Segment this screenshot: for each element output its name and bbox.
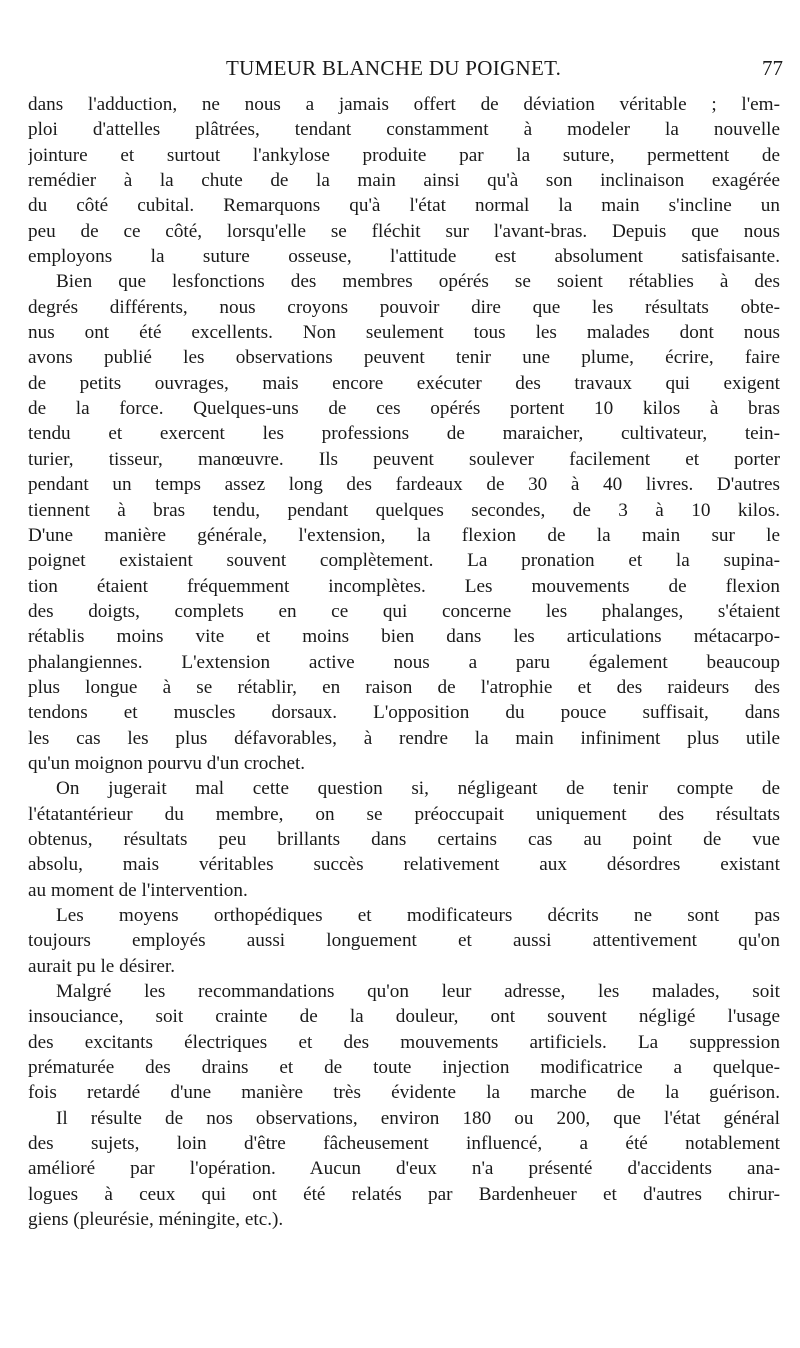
text-line: turier, tisseur, manœuvre. Ils peuvent soulever facilement et porter [28, 448, 780, 470]
text-line: On jugerait mal cette question si, négligeant de tenir compte de [56, 778, 780, 800]
text-line: jointure et surtout l'ankylose produite par la suture, permettent de [28, 144, 780, 166]
text-line: degrés différents, nous croyons pouvoir dire que les résultats obte- [28, 296, 780, 318]
text-line: des excitants électriques et des mouvements artificiels. La suppression [28, 1031, 780, 1053]
text-line: pendant un temps assez long des fardeaux de 30 à 40 livres. D'autres [28, 474, 780, 496]
text-line: obtenus, résultats peu brillants dans certains cas au point de vue [28, 828, 780, 850]
text-line: D'une manière générale, l'extension, la flexion de la main sur le [28, 524, 780, 546]
text-line: Les moyens orthopédiques et modificateurs décrits ne sont pas [56, 905, 780, 926]
text-line: des sujets, loin d'être fâcheusement influencé, a été notablement [28, 1133, 780, 1155]
page-number: 77 [762, 56, 783, 80]
page-header [226, 56, 796, 88]
text-line: giens (pleurésie, méningite, etc.). [28, 1209, 284, 1231]
text-line: du côté cubital. Remarquons qu'à l'état normal la main s'incline un [28, 195, 780, 217]
text-line: Malgré les recommandations qu'on leur adresse, les malades, soit [56, 981, 780, 1003]
text-line: tendu et exercent les professions de maraicher, cultivateur, tein- [28, 423, 780, 445]
text-line: de petits ouvrages, mais encore exécuter des travaux qui exigent [28, 372, 780, 394]
text-line: absolu, mais véritables succès relativement aux désordres existant [28, 854, 780, 876]
text-line: nus ont été excellents. Non seulement tous les malades dont nous [28, 322, 780, 344]
text-line: rétablis moins vite et moins bien dans les articulations métacarpo- [28, 626, 780, 648]
text-line: insouciance, soit crainte de la douleur, ont souvent négligé l'usage [28, 1006, 780, 1028]
text-line: Bien que lesfonctions des membres opérés se soient rétablies à des [56, 271, 780, 293]
text-line: l'étatantérieur du membre, on se préoccupait uniquement des résultats [28, 803, 780, 825]
text-line: des doigts, complets en ce qui concerne les phalanges, s'étaient [28, 600, 780, 622]
text-line: aurait pu le désirer. [28, 955, 176, 977]
running-title: TUMEUR BLANCHE DU POIGNET. [226, 56, 562, 80]
text-line: tiennent à bras tendu, pendant quelques secondes, de 3 à 10 kilos. [28, 499, 780, 521]
text-line: remédier à la chute de la main ainsi qu'à son inclinaison exagérée [28, 170, 780, 192]
text-line: tion étaient fréquemment incomplètes. Les mouvements de flexion [28, 575, 780, 597]
text-line: Il résulte de nos observations, environ 180 ou 200, que l'état général [56, 1107, 780, 1129]
text-line: plus longue à se rétablir, en raison de l'atrophie et des raideurs des [28, 676, 780, 698]
text-line: qu'un moignon pourvu d'un crochet. [28, 752, 306, 774]
text-line: phalangiennes. L'extension active nous a paru également beaucoup [28, 651, 780, 673]
text-line: prématurée des drains et de toute injection modificatrice a quelque- [28, 1057, 780, 1079]
text-line: ploi d'attelles plâtrées, tendant constamment à modeler la nouvelle [28, 119, 780, 141]
text-line: dans l'adduction, ne nous a jamais offert de déviation véritable ; l'em- [28, 94, 780, 115]
text-line: au moment de l'intervention. [28, 879, 248, 901]
text-line: les cas les plus défavorables, à rendre la main infiniment plus utile [28, 727, 780, 749]
text-line: amélioré par l'opération. Aucun d'eux n'a présenté d'accidents ana- [28, 1158, 780, 1180]
text-line: peu de ce côté, lorsqu'elle se fléchit sur l'avant-bras. Depuis que nous [28, 220, 780, 242]
text-line: avons publié les observations peuvent tenir une plume, écrire, faire [28, 347, 780, 369]
body-text [28, 92, 780, 1232]
text-line: logues à ceux qui ont été relatés par Bardenheuer et d'autres chirur- [28, 1183, 780, 1205]
text-line: toujours employés aussi longuement et aussi attentivement qu'on [28, 930, 780, 952]
text-line: employons la suture osseuse, l'attitude est absolument satisfaisante. [28, 246, 780, 268]
text-line: de la force. Quelques-uns de ces opérés portent 10 kilos à bras [28, 398, 780, 420]
text-line: tendons et muscles dorsaux. L'opposition du pouce suffisait, dans [28, 702, 780, 724]
text-line: poignet existaient souvent complètement. La pronation et la supina- [28, 550, 780, 572]
text-line: fois retardé d'une manière très évidente la marche de la guérison. [28, 1082, 780, 1104]
